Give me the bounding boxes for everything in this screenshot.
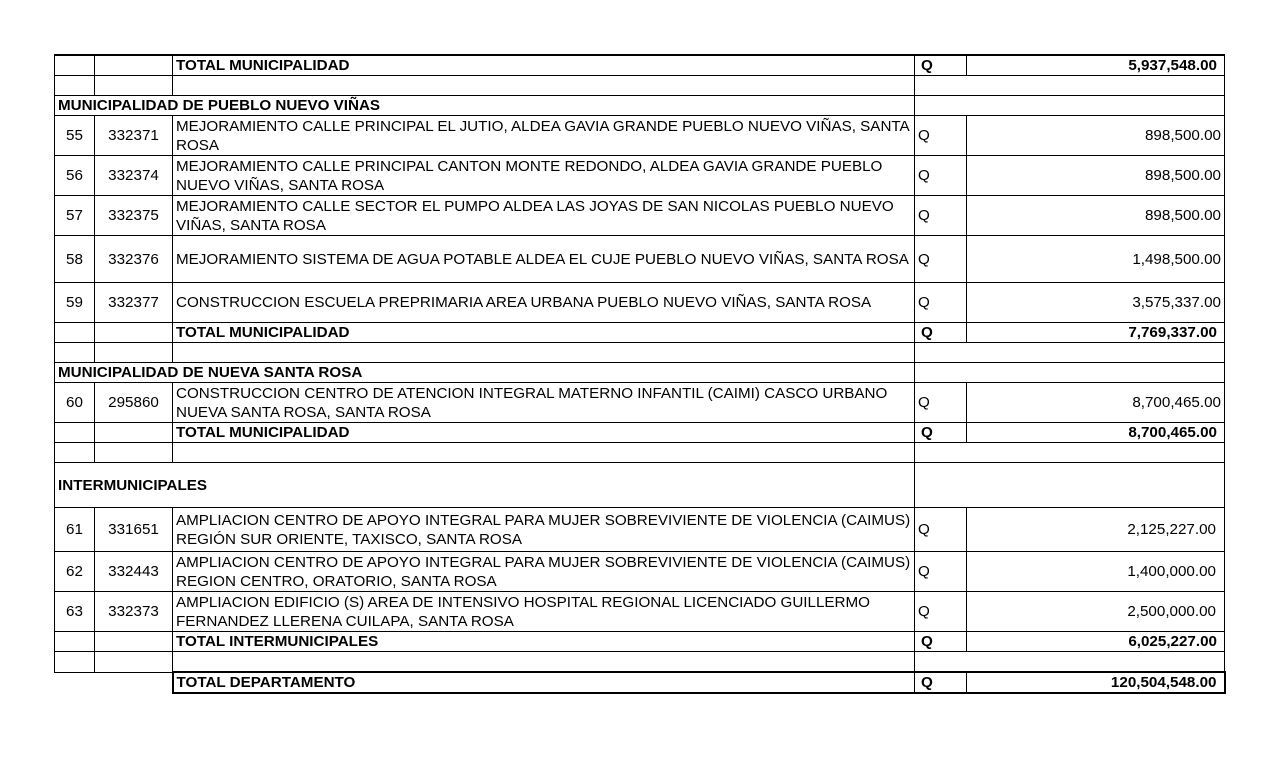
row-number: 58 [55,236,95,283]
currency-symbol: Q [915,323,967,343]
project-row [55,236,1225,283]
project-row [55,592,1225,632]
total-row [55,423,1225,443]
row-number: 60 [55,383,95,423]
project-description: MEJORAMIENTO CALLE PRINCIPAL CANTON MONTE REDONDO, ALDEA GAVIA GRANDE PUEBLO NUEVO VIÑAS, SANTA ROSA [173,156,915,196]
empty-cell [95,443,173,463]
grand-total-row [55,672,1225,693]
project-row [55,156,1225,196]
currency-symbol: Q [915,283,967,323]
project-amount: 2,125,227.00 [967,508,1225,552]
currency-symbol: Q [915,156,967,196]
currency-symbol: Q [915,236,967,283]
empty-cell [55,652,95,673]
currency-symbol: Q [915,592,967,632]
section-title: MUNICIPALIDAD DE PUEBLO NUEVO VIÑAS [55,96,915,116]
empty-cell [173,343,915,363]
empty-cell [915,463,1225,508]
total-label: TOTAL INTERMUNICIPALES [173,632,915,652]
total-amount: 7,769,337.00 [967,323,1225,343]
total-row [55,323,1225,343]
project-description: MEJORAMIENTO CALLE PRINCIPAL EL JUTIO, ALDEA GAVIA GRANDE PUEBLO NUEVO VIÑAS, SANTA ROSA [173,116,915,156]
empty-cell [915,443,1225,463]
project-code: 332377 [95,283,173,323]
section-header-row [55,463,1225,508]
currency-symbol: Q [915,196,967,236]
project-amount: 898,500.00 [967,156,1225,196]
project-code: 332443 [95,552,173,592]
empty-cell [55,423,95,443]
empty-cell [55,672,95,693]
empty-cell [915,96,1225,116]
row-number: 62 [55,552,95,592]
empty-cell [173,652,915,673]
row-number: 56 [55,156,95,196]
grand-total-amount: 120,504,548.00 [967,672,1225,693]
total-row [55,55,1225,76]
spacer-row [55,443,1225,463]
project-amount: 898,500.00 [967,196,1225,236]
total-row [55,632,1225,652]
row-number: 63 [55,592,95,632]
project-row [55,116,1225,156]
total-label: TOTAL MUNICIPALIDAD [173,323,915,343]
currency-symbol: Q [915,116,967,156]
section-header-row [55,363,1225,383]
project-row [55,552,1225,592]
empty-cell [55,323,95,343]
row-number: 61 [55,508,95,552]
project-description: MEJORAMIENTO SISTEMA DE AGUA POTABLE ALDEA EL CUJE PUEBLO NUEVO VIÑAS, SANTA ROSA [173,236,915,283]
project-code: 331651 [95,508,173,552]
total-amount: 5,937,548.00 [967,55,1225,76]
project-code: 332375 [95,196,173,236]
project-description: CONSTRUCCION CENTRO DE ATENCION INTEGRAL MATERNO INFANTIL (CAIMI) CASCO URBANO NUEVA SANTA ROSA, SANTA ROSA [173,383,915,423]
currency-symbol: Q [915,383,967,423]
project-code: 332376 [95,236,173,283]
project-description: AMPLIACION CENTRO DE APOYO INTEGRAL PARA MUJER SOBREVIVIENTE DE VIOLENCIA (CAIMUS) REGIÓN SUR ORIENTE, TAXISCO, SANTA ROSA [173,508,915,552]
total-amount: 8,700,465.00 [967,423,1225,443]
total-label: TOTAL MUNICIPALIDAD [173,423,915,443]
empty-cell [95,672,173,693]
currency-symbol: Q [915,55,967,76]
project-row [55,283,1225,323]
empty-cell [173,443,915,463]
section-title: MUNICIPALIDAD DE NUEVA SANTA ROSA [55,363,915,383]
row-number: 55 [55,116,95,156]
project-row [55,383,1225,423]
empty-cell [55,76,95,96]
empty-cell [55,55,95,76]
project-description: CONSTRUCCION ESCUELA PREPRIMARIA AREA URBANA PUEBLO NUEVO VIÑAS, SANTA ROSA [173,283,915,323]
row-number: 57 [55,196,95,236]
empty-cell [915,76,1225,96]
empty-cell [55,632,95,652]
project-code: 332373 [95,592,173,632]
empty-cell [55,443,95,463]
empty-cell [95,632,173,652]
project-description: MEJORAMIENTO CALLE SECTOR EL PUMPO ALDEA LAS JOYAS DE SAN NICOLAS PUEBLO NUEVO VIÑAS, SANTA ROSA [173,196,915,236]
spacer-row [55,76,1225,96]
empty-cell [95,343,173,363]
empty-cell [55,343,95,363]
currency-symbol: Q [915,552,967,592]
project-description: AMPLIACION CENTRO DE APOYO INTEGRAL PARA MUJER SOBREVIVIENTE DE VIOLENCIA (CAIMUS) REGION CENTRO, ORATORIO, SANTA ROSA [173,552,915,592]
empty-cell [173,76,915,96]
empty-cell [95,652,173,673]
empty-cell [95,423,173,443]
project-code: 295860 [95,383,173,423]
spacer-row [55,343,1225,363]
currency-symbol: Q [915,632,967,652]
project-row [55,196,1225,236]
section-header-row [55,96,1225,116]
project-amount: 1,400,000.00 [967,552,1225,592]
grand-total-label: TOTAL DEPARTAMENTO [173,672,915,693]
section-title: INTERMUNICIPALES [55,463,915,508]
budget-table [54,54,1226,694]
project-amount: 3,575,337.00 [967,283,1225,323]
empty-cell [95,55,173,76]
project-amount: 8,700,465.00 [967,383,1225,423]
spacer-row [55,652,1225,673]
project-code: 332371 [95,116,173,156]
empty-cell [915,343,1225,363]
empty-cell [915,652,1225,673]
row-number: 59 [55,283,95,323]
project-code: 332374 [95,156,173,196]
total-label: TOTAL MUNICIPALIDAD [173,55,915,76]
currency-symbol: Q [915,423,967,443]
total-amount: 6,025,227.00 [967,632,1225,652]
project-description: AMPLIACION EDIFICIO (S) AREA DE INTENSIVO HOSPITAL REGIONAL LICENCIADO GUILLERMO FERNANDEZ LLERENA CUILAPA, SANTA ROSA [173,592,915,632]
project-row [55,508,1225,552]
project-amount: 1,498,500.00 [967,236,1225,283]
project-amount: 898,500.00 [967,116,1225,156]
project-amount: 2,500,000.00 [967,592,1225,632]
currency-symbol: Q [915,508,967,552]
empty-cell [915,363,1225,383]
empty-cell [95,76,173,96]
empty-cell [95,323,173,343]
currency-symbol: Q [915,672,967,693]
